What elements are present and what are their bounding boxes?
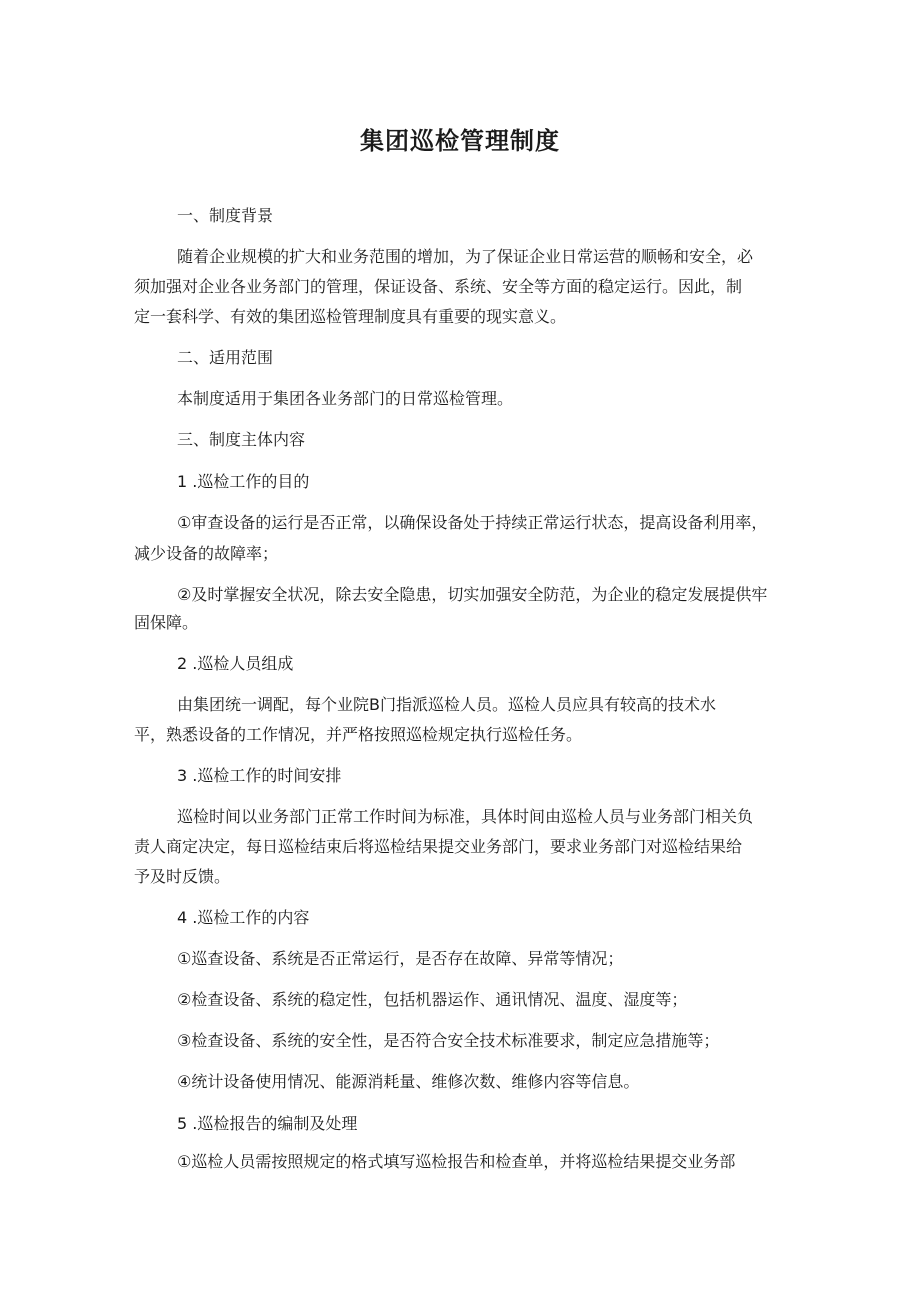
paragraph-line: 责人商定决定，每日巡检结束后将巡检结果提交业务部门，要求业务部门对巡检结果给 [134, 837, 743, 856]
paragraph-line: 须加强对企业各业务部门的管理，保证设备、系统、安全等方面的稳定运行。因此，制 [134, 277, 743, 296]
paragraph-line: 减少设备的故障率； [134, 544, 279, 563]
paragraph-line: ②及时掌握安全状况，除去安全隐患，切实加强安全防范，为企业的稳定发展提供牢 [177, 585, 768, 604]
paragraph-line: 定一套科学、有效的集团巡检管理制度具有重要的现实意义。 [134, 307, 567, 326]
paragraph-line: 本制度适用于集团各业务部门的日常巡检管理。 [177, 389, 514, 408]
paragraph-line: 巡检时间以业务部门正常工作时间为标准，具体时间由巡检人员与业务部门相关负 [177, 807, 754, 826]
item-heading-personnel: 2 .巡检人员组成 [177, 654, 294, 673]
section-heading-background: 一、制度背景 [177, 206, 274, 225]
item-heading-content: 4 .巡检工作的内容 [177, 908, 310, 927]
paragraph-line: 固保障。 [134, 613, 199, 632]
list-item: ②检查设备、系统的稳定性，包括机器运作、通讯情况、温度、湿度等； [177, 990, 688, 1009]
page-title: 集团巡检管理制度 [360, 127, 560, 155]
item-heading-schedule: 3 .巡检工作的时间安排 [177, 766, 342, 785]
paragraph-line: 随着企业规模的扩大和业务范围的增加，为了保证企业日常运营的顺畅和安全，必 [177, 247, 754, 266]
paragraph-line: ①审查设备的运行是否正常，以确保设备处于持续正常运行状态，提高设备利用率， [177, 513, 768, 532]
paragraph-line: ①巡检人员需按照规定的格式填写巡检报告和检查单，并将巡检结果提交业务部 [177, 1152, 736, 1171]
list-item: ①巡查设备、系统是否正常运行，是否存在故障、异常等情况； [177, 949, 624, 968]
paragraph-line: 由集团统一调配，每个业院B门指派巡检人员。巡检人员应具有较高的技术水 [177, 695, 716, 714]
list-item: ③检查设备、系统的安全性，是否符合安全技术标准要求，制定应急措施等； [177, 1031, 720, 1050]
item-heading-purpose: 1 .巡检工作的目的 [177, 472, 310, 491]
section-heading-scope: 二、适用范围 [177, 348, 274, 367]
list-item: ④统计设备使用情况、能源消耗量、维修次数、维修内容等信息。 [177, 1072, 640, 1091]
item-heading-report: 5 .巡检报告的编制及处理 [177, 1114, 358, 1133]
paragraph-line: 予及时反馈。 [134, 867, 231, 886]
section-heading-content: 三、制度主体内容 [177, 430, 306, 449]
paragraph-line: 平，熟悉设备的工作情况，并严格按照巡检规定执行巡检任务。 [134, 725, 583, 744]
